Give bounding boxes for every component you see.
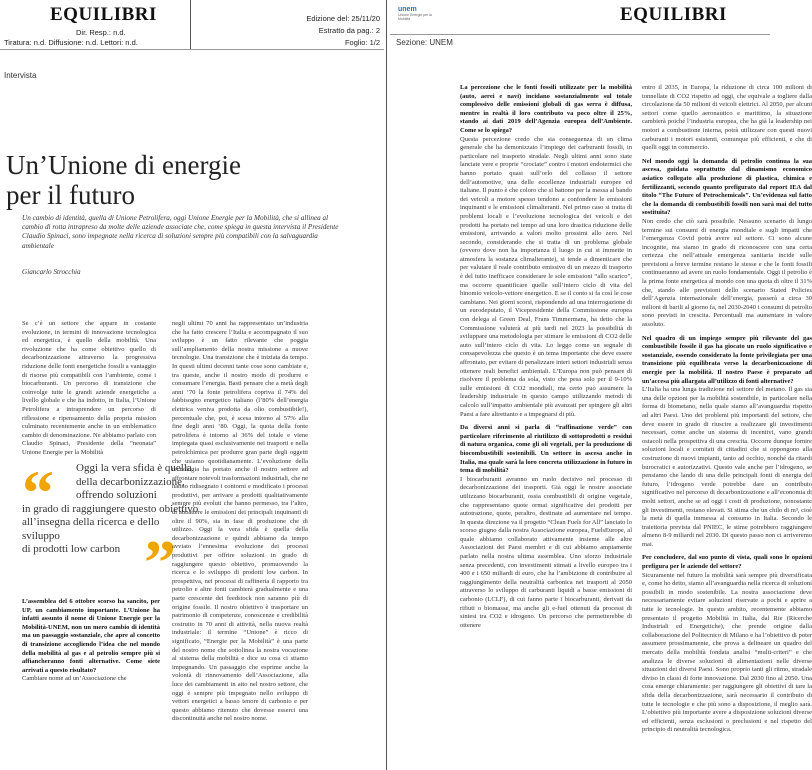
column-2-body: negli ultimi 70 anni ha rappresentato un’industria che ha fatto crescere l’Italia e accompagnato il suo sviluppo è un fatto rilevante che poggia sull’ampliamento della nostra missione a nuove tecnologie. Una transizione che è iniziata da tempo. In questi ultimi decenni tante cose sono cambiate e, tra queste, anche il nostro modo di produrre e consumare l’energia. Basti pensare che a metà degli anni ‘70 la fonte petrolifera copriva il 74% del fabbisogno energetico italiano (l’80% dell’energia elettrica veniva prodotta da olio combustibile!), percentuale che, poi, è scesa intorno al 57% alla fine degli anni ‘80. Oggi, la quota della fonte petrolifera è intorno al 36% del totale e viene impiegata quasi esclusivamente nei trasporti e nella petrolchimica per produrre gran parte degli oggetti che usiamo quotidianamente. L’evoluzione della tecnologia ha portato anche il nostro settore ad affrontare notevoli trasformazioni industriali, che ne hanno ridisegnato i contorni e modificato i processi produttivi, per arrivare a prodotti qualitativamente sempre più evoluti che hanno permesso, tra l’altro, di abbattere le emissioni dei principali inquinanti di oltre il 90%, sia in fase di produzione che di utilizzo. Oggi la vera sfida è quella della decarbonizzazione e quindi abbiamo da tempo avviato l’ennesima evoluzione dei processi produttivi per offrire soluzioni in grado di raggiungere questo obiettivo, promuovendo la ricerca e lo sviluppo di prodotti low carbon. In prospettiva, nei processi di raffineria il rapporto tra petrolio e altre fonti cambierà gradualmente e una parte crescente dei feedstock non saranno più di origine fossile. Il nostro obiettivo è trasportare un patrimonio di competenze, conoscenze e credibilità costruito in 70 anni di attività, nella nuova realtà industriale: il termine “Unione” è ricco di significato, “Energie per la Mobilità” è una parte del nostro nome che sottolinea la nostra vocazione al sistema della mobilità e dice su cosa ci stiamo impegnando. <box>172 320 308 671</box>
question-5: Nel quadro di un impiego sempre più rilevante del gas combustibile fossile il gas ha giocato un ruolo significativo e sostanziale, essendo considerato la fonte privilegiata per una transizione più equilibrata verso la decarbonizzazione di energie per la mobilità. Il nostro Paese è preparato ad un’accesa più allargata all’utilizzo di fonti alternative? <box>642 334 812 385</box>
logo-text: unem <box>398 6 417 13</box>
open-quote-icon: “ <box>22 457 54 528</box>
header-divider <box>0 49 384 50</box>
excerpt-page: Estratto da pag.: 2 <box>318 26 380 35</box>
headline-line-2: per il futuro <box>6 180 135 210</box>
right-page <box>390 0 812 770</box>
question-1: L’assemblea del 6 ottobre scorso ha sancito, per UP, un cambiamento importante. L’Unione ha infatti assunto il nome di Unione Energie per la Mobilità-UNEM, non un mero cambio di identità ma un passaggio sostanziale, che apre al concetto di transizione accogliendo l’idea che nel mondo della mobilità al gas e al petrolio sempre più si affiancheranno fonti alternative. Come siete arrivati a questo risultato? <box>22 598 160 674</box>
answer-3-continued: entro il 2035, in Europa, la riduzione di circa 100 milioni di tonnellate di CO2 rispetto ad oggi, che equivale a togliere dalla circolazione da 50 milioni di veicoli elettrici. Al 2050, per alcuni settori come quello aeronautico e marittimo, la situazione cambierà poiché l’industria europea, che ha già la leadership nei motori a combustione interna, potrà utilizzare con questi nuovi carburanti i motori esistenti, comunque più efficienti, e che di quelli oggi in commercio. <box>642 84 812 152</box>
answer-2: Questa percezione credo che sia conseguenza di un clima generale che ha demonizzato l’impiego dei carburanti fossili, in particolare nel trasporto stradale. Negli ultimi anni sono state lanciate vere e proprie “crociate” contro i motori endotermici che hanno portato quasi sull’orlo del collasso il settore dell’automotive, una delle eccellenze industriali europee ed italiane. Il punto è che coloro che si battono per la messa al bando dei veicoli a motore spesso tendono a confondere le emissioni inquinanti e le emissioni climalteranti. Nel primo caso si tratta di problemi locali e l’evoluzione tecnologica dei veicoli e dei prodotti ha portato nel tempo ad una loro drastica riduzione delle emissioni, arrivando a valori molto prossimi allo zero. Nel secondo, considerando che si tratta di un problema globale (ovvero dove non ha importanza il luogo in cui si immette in atmosfera la sostanza climalterante), si tende a dimenticare che per valutare il reale contributo emissivo di un mezzo di trasporto è del tutto inefficace considerare le sole emissioni “allo scarico”, ma occorre quantificare quelle sull’intero ciclo di vita del binomio veicolo-vettore energetico. E se il conto si fa così le cose cambiano. Nei giorni scorsi, rispondendo ad una interrogazione di un eurodeputato, il Vicepresidente della Commissione europea con delega al Green Deal, Frans Timmermans, ha detto che la Commissione valuterà ai più tardi nel 2023 la possibilità di sviluppare una metodologia per stimare le emissioni di CO2 delle auto sull’intero ciclo di vita. Lo leggo come un segnale di consapevolezza che questo è un tema importante che deve essere affrontato, per evitare di penalizzare interi settori industriali senza ottenere reali benefici ambientali. L’Europa non può pensare di risolvere il problema da sola, visto che pesa solo per il 9-10% sulle emissioni di CO2 mondiali, ma certo può assumere la leadership industriale in questo campo utilizzando metodi di calcolo sull’impatto ambientale più avanzati per spingere gli altri Paesi a fare altrettanto e a impegnarsi di più. <box>460 135 632 418</box>
header-separator <box>190 0 191 49</box>
right-column-2 <box>642 84 812 760</box>
article-intro: Un cambio di identità, quella di Unione Petrolifera, oggi Unione Energie per la Mobilità, che si allinea al cambio di rotta intrapreso da molte delle aziende associate che, come spiega in questa intervista il Presidente Claudio Spinaci, sono impegnate nella ricerca di soluzioni sempre più compatibili con la salvaguardia ambientale <box>22 214 339 250</box>
quote-line-5: di prodotti low carbon <box>22 543 121 555</box>
question-3: Da diversi anni si parla di “raffinazione verde” con particolare riferimento al riutilizzo di sottoprodotti o residui di natura organica, come gli oli vegetali, per la produzione di biocombustibili sostenibili. Un settore in ascesa anche in Italia, ma quale sarà la loro concreta utilizzazione in futuro in tema di mobilità? <box>460 424 632 475</box>
column-2-body-tail: Un passaggio che esprime anche la volontà di rinnovamento dell’Associazione, alla luce dei cambiamenti in atto nel nostro settore, che oggi è sempre più impegnato nello sviluppo di vettori energetici a basso tenore di carbonio e per questo abbiamo ritenuto che dovesse esserci una discontinuità anche nel nostro nome. <box>172 663 308 723</box>
quote-line-1: Oggi la vera sfida è quella <box>76 462 192 474</box>
circulation-info: Tiratura: n.d. Diffusione: n.d. Lettori: n.d. <box>4 38 138 47</box>
answer-5: L’Italia ha una lunga tradizione nel settore del metano. Il gas sia una delle opzioni per la mobilità sostenibile, in particolare nella forma di biometano, nella quale siamo all’avanguardia rispetto ad altri Paesi. Uno dei problemi più importanti del settore, che deve essere in grado di riuscire a realizzare gli investimenti necessari, come anche un sistema di incentivi, vano grandi ostacoli nella prospettiva di una crescita. Occorre dunque fornire soluzioni locali e comitati di cittadini che si oppongono alla costruzione di nuovi impianti, tanto ad occhio, nonché da ritardi burocratici e autorizzativi. Questo vale anche per l’idrogeno, se pensiamo che lando di una delle principali fonti di energia del futuro, l’idrogeno verde potrebbe dare un contributo significativo nel percorso di decarbonizzazione e all’economia di molti settori, anche se ad oggi i costi di produzione, nonostante gli investimenti, restano elevati. Si stima che un chilo di m³, cioè la metà di quella immessa al consumo in Italia. Secondo le traiettoria prevista dal PNIEC, le stime potrebbero raggiungere almeno 8-9 miliardi nel 2030. Di questo passo non ci arriveremo mai. <box>642 386 812 548</box>
byline: Giancarlo Strocchia <box>22 268 81 276</box>
masthead-right: EQUILIBRI <box>620 4 727 25</box>
headline-line-1: Un’Unione di energie <box>6 150 241 180</box>
header-divider-right <box>390 34 770 35</box>
quote-line-3: offrendo soluzioni <box>76 489 157 501</box>
director-info: Dir. Resp.: n.d. <box>76 28 126 37</box>
article-headline <box>6 150 306 210</box>
quote-line-4: in grado di raggiungere questo obiettivo all’insegna della ricerca e dello sviluppo <box>22 502 199 542</box>
column-2-text <box>172 320 308 760</box>
answer-3: I biocarburanti avranno un ruolo decisivo nel processo di decarbonizzazione dei trasporti. Già oggi le nostre associate utilizzano biocarburanti, ossia combustibili di origine vegetale, che rappresentano quote ormai significative dei prodotti per autotrazione, quote, peraltro, destinate ad aumentare nel tempo. In questa direzione va il progetto “Clean Fuels for All” lanciato lo scorso giugno dalla nostra Associazione europea, FuelsEurope, al quale abbiamo collaborato attivamente insieme alle altre Associazioni dei Paesi membri e di cui abbiamo ampiamente parlato nella nostra ultima assemblea. Uno sforzo industriale senza precedenti, con investimenti stimati a livello europeo tra i 400 e i 650 miliardi di euro, che ha l’ambizione di contribuire al raggiungimento della neutralità carbonica nei trasporti al 2050 attraverso lo sviluppo di carburanti liquidi a basse emissioni di carbonio (LCLF), di cui fanno parte i biocarburanti, derivati da rifiuti o biomasse, ma anche gli e-fuel ottenuti da processi di sintesi tra CO2 e idrogeno. Un percorso che permetterebbe di ottenere <box>460 475 632 629</box>
unem-logo <box>398 6 432 24</box>
question-2: La percezione che le fonti fossili utilizzate per la mobilità (auto, aerei e navi) incidano sostanzialmente sul totale complessivo delle emissioni globali di gas serra è diffusa, mentre in realtà il loro contributo va poco oltre il 25%, stando ai dati 2019 dell’Agenzia europea dell’Ambiente. Come se lo spiega? <box>460 84 632 134</box>
logo-tagline: Unione Energie per la Mobilità <box>398 13 432 21</box>
column-1-bottom <box>22 598 160 684</box>
answer-4: Non credo che ciò sarà possibile. Nessuno scenario di lungo termine sui consumi di energia mondiale e sugli impatti che l’emergenza Covid potrà avere sul settore. Ci sono alcune incognite, ma siamo in grado di riconoscere con una certa certezza che nell’attuale emergenza sanitaria incide sulle previsioni a breve termine restano le stesse e che le fonti fossili continueranno ad avere un ruolo fondamentale. Oggi il petrolio è la prima fonte energetica al mondo con una quota di oltre il 31% che, stando alle previsioni dello scenario Stated Policies dell’Agenzia internazionale dell’energia, passerà a circa 30 milioni di barili al giorno fa, nel 2030-2040 i consumi di petrolio sono previsti in crescita. Percentuali ma aumentare in valore assoluto. <box>642 217 812 329</box>
section-label: Intervista <box>4 71 37 80</box>
sheet-number: Foglio: 1/2 <box>344 38 380 47</box>
quote-line-2: della decarbonizzazione, <box>76 475 185 488</box>
left-page <box>0 0 384 770</box>
answer-1-start: Cambiare nome ad un’Associazione che <box>22 675 127 683</box>
section-label-right: Sezione: UNEM <box>396 38 453 47</box>
page-divider <box>386 0 387 770</box>
question-4: Nel mondo oggi la domanda di petrolio continua la sua ascesa, guidata soprattutto dal dinamismo economico asiatico collegato alla produzione di plastica, chimica e fertilizzanti, secondo quanto prefigurato dal report IEA dal titolo “The Future of Petrochemicals”. Un’evidenza sul fatto che la domanda di combustibili fossili non sarà mai del tutto sostituita? <box>642 157 812 217</box>
answer-6: Sicuramente nel futuro la mobilità sarà sempre più diversificata e, come ho detto, siamo all’avanguardia nella ricerca di soluzioni possibili in modo sostenibile. La nostra associazione deve necessariamente evitare soluzioni riservate a pochi e aprire a tutte le tecnologie. In questo ambito, recentemente abbiamo presentato il progetto Mobilità in Italia, dal Rie (Ricerche Industriali ed Energetiche), che prende origine dalla collaborazione del Politecnico di Milano e ha l’obiettivo di poter assumere prossimamente, che prova a delineare un quadro del mercato della mobilità fondata analisi “multi-criteri” e che analizza le diverse soluzioni di alimentazioni nelle diverse situazioni dei diversi Paesi. Sono proprio tanti gli ritmo, stradale diviso in classi di forte innovazione. Dal 2030 fino al 2050. Una cosa emerge chiaramente: per raggiungere gli obiettivi di tare la sfida della decarbonizzazione, sarà necessario il contributo di tutte le tecnologie e che più sono a disposizione, il meglio sarà. L’obiettivo più importante avere a disposizione soluzioni diverse ed efficienti, senza esclusioni o preclusioni e nel rispetto del principio di neutralità tecnologica. <box>642 571 812 734</box>
right-column-1 <box>460 84 632 760</box>
close-quote-icon: ” <box>144 527 176 598</box>
masthead: EQUILIBRI <box>50 4 157 25</box>
question-6: Per concludere, dal suo punto di vista, quali sono le opzioni prefigura per le aziende del settore? <box>642 554 812 571</box>
column-1-text: Se c’è un settore che appare in costante evoluzione, in termini di innovazione tecnologica ed energetica, è quello della mobilità. Una rivoluzione che ha come obiettivo quello di decarbonizzazione attraverso la progressiva riduzione delle fonti energetiche fossili a vantaggio di risorse più compatibili con l’ambiente, come i biocarburanti. Un percorso di transizione che coinvolge tutte le grandi aziende energetiche a livello globale e che ha indotto, in Italia, l’Unione Petrolifera a intraprendere un percorso di riflessione e ripensamento della propria mission culminato recentemente anche in un emblematico cambio di denominazione. Ne abbiamo parlato con Claudio Spinaci, Presidente della “neonata” Unione Energie per la Mobilità <box>22 320 156 456</box>
edition-date: Edizione del: 25/11/20 <box>306 14 380 23</box>
